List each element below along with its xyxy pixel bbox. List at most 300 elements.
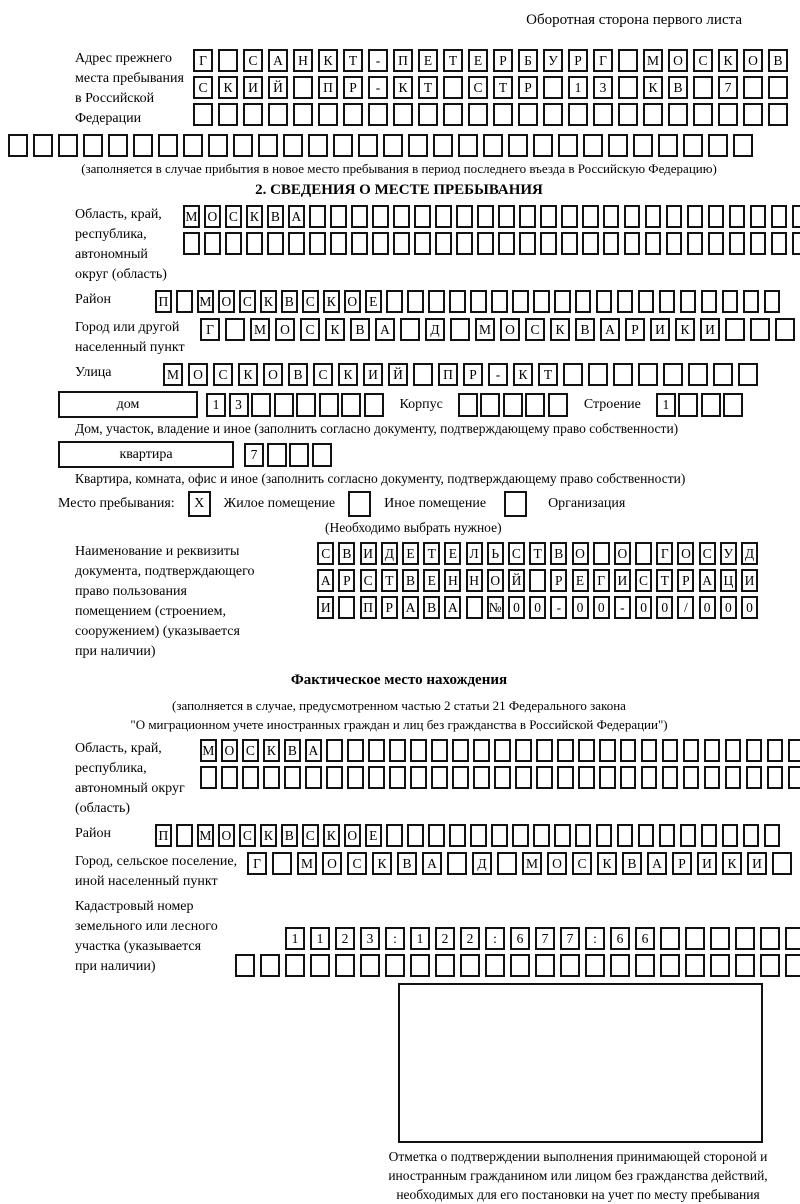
kvartira-caption: Квартира, комната, офис и иное (заполнить согласно документу, подтверждающему право собственности) <box>75 471 686 486</box>
char-box: А <box>444 596 461 619</box>
char-box: Е <box>468 49 488 72</box>
char-box <box>558 134 578 157</box>
char-box <box>535 954 555 977</box>
char-box <box>750 232 767 255</box>
char-box <box>435 205 452 228</box>
char-box: 6 <box>610 927 630 950</box>
char-box <box>687 232 704 255</box>
char-box <box>285 954 305 977</box>
char-box: Ц <box>720 569 737 592</box>
char-box <box>635 542 652 565</box>
char-box <box>283 134 303 157</box>
char-box: А <box>317 569 334 592</box>
char-box: Г <box>656 542 673 565</box>
fact-caption-1: (заполняется в случае, предусмотренном частью 2 статьи 21 Федерального закона <box>172 698 626 713</box>
char-box: О <box>218 824 235 847</box>
char-box <box>519 232 536 255</box>
char-box: 2 <box>335 927 355 950</box>
char-box: С <box>213 363 233 386</box>
char-box: И <box>243 76 263 99</box>
char-box: О <box>344 290 361 313</box>
char-box <box>386 824 403 847</box>
char-box: Г <box>200 318 220 341</box>
stamp-area <box>358 983 798 1204</box>
char-box <box>729 232 746 255</box>
char-box <box>293 103 313 126</box>
char-box <box>83 134 103 157</box>
char-box <box>713 363 733 386</box>
char-box: 1 <box>206 393 226 417</box>
char-row <box>200 739 800 762</box>
char-row <box>235 954 800 977</box>
char-box: А <box>647 852 667 875</box>
char-box: 0 <box>572 596 589 619</box>
char-box: Н <box>293 49 313 72</box>
char-box: 2 <box>435 927 455 950</box>
char-box <box>710 927 730 950</box>
char-box: Т <box>538 363 558 386</box>
char-box <box>568 103 588 126</box>
char-box: Р <box>381 596 398 619</box>
char-box <box>543 76 563 99</box>
label-line: Область, край, <box>75 741 162 756</box>
char-box: В <box>575 318 595 341</box>
label-line: сооружением) (указывается <box>75 624 240 639</box>
char-box <box>660 927 680 950</box>
char-box: К <box>513 363 533 386</box>
label-line: помещением (строением, <box>75 604 226 619</box>
char-box <box>176 824 193 847</box>
label-line: Область, край, <box>75 207 162 222</box>
char-box <box>618 49 638 72</box>
char-box <box>460 954 480 977</box>
char-box <box>557 766 574 789</box>
char-box <box>578 739 595 762</box>
char-box: О <box>668 49 688 72</box>
char-box: 1 <box>410 927 430 950</box>
char-box: И <box>363 363 383 386</box>
gorod-label <box>75 318 200 358</box>
char-box: Р <box>493 49 513 72</box>
char-box: Т <box>529 542 546 565</box>
char-box <box>218 103 238 126</box>
fact-caption-2: "О миграционном учете иностранных граждан и лиц без гражданства в Российской Федерации") <box>130 717 668 732</box>
option-label-organizatsiya: Организация <box>548 496 626 511</box>
char-box: Т <box>443 49 463 72</box>
char-box <box>204 232 221 255</box>
char-box <box>8 134 28 157</box>
char-box <box>693 103 713 126</box>
label-line: населенный пункт <box>75 340 185 355</box>
char-box <box>108 134 128 157</box>
char-box <box>466 596 483 619</box>
char-box <box>407 824 424 847</box>
char-box <box>641 766 658 789</box>
char-box <box>701 290 718 313</box>
char-box <box>497 852 517 875</box>
char-box <box>638 290 655 313</box>
label-line: республика, <box>75 761 147 776</box>
char-box: Р <box>568 49 588 72</box>
dom-type-box: дом <box>58 391 198 418</box>
char-box <box>635 954 655 977</box>
char-box <box>233 134 253 157</box>
label-line: республика, <box>75 227 147 242</box>
char-box <box>456 232 473 255</box>
char-box: В <box>338 542 355 565</box>
char-box: К <box>597 852 617 875</box>
char-box <box>723 393 743 417</box>
char-box <box>428 824 445 847</box>
char-box <box>385 954 405 977</box>
char-box <box>333 134 353 157</box>
char-box <box>683 766 700 789</box>
char-box: В <box>350 318 370 341</box>
char-box <box>792 232 800 255</box>
char-box <box>638 363 658 386</box>
char-box <box>785 927 800 950</box>
char-box <box>722 824 739 847</box>
char-box: 7 <box>718 76 738 99</box>
char-box <box>246 232 263 255</box>
char-box: Р <box>672 852 692 875</box>
char-box <box>491 290 508 313</box>
char-box: Г <box>593 569 610 592</box>
char-box <box>208 134 228 157</box>
char-box <box>268 103 288 126</box>
char-box: 3 <box>229 393 249 417</box>
char-box: № <box>487 596 504 619</box>
header-note: Оборотная сторона первого листа <box>526 12 742 28</box>
char-box <box>704 766 721 789</box>
char-box: Т <box>423 542 440 565</box>
char-box: С <box>193 76 213 99</box>
char-box <box>760 927 780 950</box>
char-box <box>617 290 634 313</box>
korpus-label: Корпус <box>399 396 443 412</box>
char-row <box>183 205 800 228</box>
char-box: 7 <box>535 927 555 950</box>
char-box: М <box>522 852 542 875</box>
char-box <box>633 134 653 157</box>
char-box: И <box>700 318 720 341</box>
kvartira-cells <box>244 443 332 467</box>
char-box: - <box>368 49 388 72</box>
char-box: Т <box>493 76 513 99</box>
char-box <box>658 134 678 157</box>
char-box <box>368 739 385 762</box>
prev-address-caption: (заполняется в случае прибытия в новое место пребывания в период последнего въезда в Российскую Федерацию) <box>81 161 717 176</box>
char-box <box>596 824 613 847</box>
field-document <box>40 542 758 662</box>
char-box: С <box>239 290 256 313</box>
char-box <box>688 363 708 386</box>
char-box <box>435 232 452 255</box>
char-box: 0 <box>656 596 673 619</box>
oblast-label <box>75 205 183 285</box>
char-box: О <box>572 542 589 565</box>
char-box <box>364 393 384 417</box>
char-box: А <box>402 596 419 619</box>
char-box: : <box>485 927 505 950</box>
char-box <box>701 393 721 417</box>
char-box <box>218 49 238 72</box>
char-box: Н <box>466 569 483 592</box>
char-box: Л <box>466 542 483 565</box>
char-box <box>408 134 428 157</box>
label-line: при наличии) <box>75 644 156 659</box>
char-box: С <box>242 739 259 762</box>
char-box: О <box>677 542 694 565</box>
char-box: Р <box>625 318 645 341</box>
char-box: К <box>260 290 277 313</box>
char-box <box>389 766 406 789</box>
char-box: О <box>204 205 221 228</box>
char-box <box>410 739 427 762</box>
char-box: К <box>372 852 392 875</box>
char-box <box>687 205 704 228</box>
char-box <box>243 103 263 126</box>
char-box <box>729 205 746 228</box>
char-box <box>617 824 634 847</box>
char-box <box>284 766 301 789</box>
char-box: К <box>260 824 277 847</box>
fact-title: Фактическое место нахождения <box>290 672 508 688</box>
char-box: Н <box>444 569 461 592</box>
char-box <box>193 103 213 126</box>
char-box <box>428 290 445 313</box>
char-box: Р <box>343 76 363 99</box>
char-box <box>575 290 592 313</box>
fact-gorod-label <box>75 852 247 892</box>
char-box <box>663 363 683 386</box>
char-box <box>603 205 620 228</box>
char-box: К <box>393 76 413 99</box>
char-box: С <box>317 542 334 565</box>
char-box: 7 <box>244 443 264 467</box>
char-box: 0 <box>593 596 610 619</box>
char-box: К <box>246 205 263 228</box>
char-box <box>746 766 763 789</box>
char-box <box>414 205 431 228</box>
char-box: С <box>360 569 377 592</box>
char-box <box>685 954 705 977</box>
char-box: Д <box>472 852 492 875</box>
char-box <box>771 205 788 228</box>
label-line: (область) <box>75 801 131 816</box>
char-box: М <box>250 318 270 341</box>
label-line: в Российской <box>75 91 155 106</box>
char-box <box>683 134 703 157</box>
char-box <box>764 290 781 313</box>
label-line: участка (указывается <box>75 939 202 954</box>
char-box <box>452 739 469 762</box>
char-box <box>768 76 788 99</box>
char-box <box>746 739 763 762</box>
char-box <box>288 232 305 255</box>
char-box <box>183 232 200 255</box>
char-box <box>235 954 255 977</box>
char-box <box>593 542 610 565</box>
char-box: В <box>550 542 567 565</box>
char-box <box>582 205 599 228</box>
char-box <box>318 103 338 126</box>
char-box <box>554 824 571 847</box>
kvartira-type-box: квартира <box>58 441 234 468</box>
char-box: О <box>263 363 283 386</box>
char-box <box>272 852 292 875</box>
char-row <box>155 290 780 313</box>
char-box <box>710 954 730 977</box>
char-box: Б <box>518 49 538 72</box>
char-box <box>578 766 595 789</box>
char-box <box>293 76 313 99</box>
char-box <box>452 766 469 789</box>
char-box: К <box>643 76 663 99</box>
char-box: К <box>323 290 340 313</box>
char-box: Д <box>741 542 758 565</box>
char-box <box>775 318 795 341</box>
stamp-box <box>398 983 763 1143</box>
char-box <box>308 134 328 157</box>
char-box: И <box>614 569 631 592</box>
char-box: П <box>318 76 338 99</box>
char-box <box>310 954 330 977</box>
label-line: Город или другой <box>75 320 180 335</box>
char-box: / <box>677 596 694 619</box>
char-box: К <box>325 318 345 341</box>
char-box: О <box>275 318 295 341</box>
char-box <box>312 443 332 467</box>
char-row <box>200 766 800 789</box>
char-box <box>133 134 153 157</box>
char-box: М <box>197 824 214 847</box>
char-box: - <box>488 363 508 386</box>
label-line: автономный <box>75 247 148 262</box>
char-box: С <box>468 76 488 99</box>
char-box: А <box>375 318 395 341</box>
char-box <box>583 134 603 157</box>
char-box <box>335 954 355 977</box>
char-box <box>613 363 633 386</box>
dom-caption: Дом, участок, владение и иное (заполнить согласно документу, подтверждающему право собственности) <box>75 421 679 436</box>
checkbox-inoe-pomeshchenie <box>348 491 371 517</box>
label-line: Город, сельское поселение, <box>75 854 238 869</box>
char-box: П <box>155 824 172 847</box>
char-box: 0 <box>720 596 737 619</box>
char-box: Т <box>381 569 398 592</box>
char-box <box>494 739 511 762</box>
char-box: 3 <box>593 76 613 99</box>
mesto-caption: (Необходимо выбрать нужное) <box>325 520 502 535</box>
char-box: П <box>438 363 458 386</box>
char-box <box>603 232 620 255</box>
stroenie-cells <box>656 393 744 417</box>
char-box: Е <box>402 542 419 565</box>
char-box: Й <box>508 569 525 592</box>
char-box <box>477 205 494 228</box>
stroenie-label: Строение <box>583 396 641 412</box>
char-box <box>593 103 613 126</box>
char-box <box>563 363 583 386</box>
char-box: И <box>317 596 334 619</box>
char-box: О <box>344 824 361 847</box>
char-box: : <box>585 927 605 950</box>
char-box <box>480 393 500 417</box>
char-box <box>743 76 763 99</box>
char-box <box>515 739 532 762</box>
char-box: Т <box>656 569 673 592</box>
char-box: Р <box>518 76 538 99</box>
char-box <box>330 232 347 255</box>
label-line: Наименование и реквизиты <box>75 544 240 559</box>
option-label-inoe: Иное помещение <box>384 496 487 511</box>
char-box <box>680 824 697 847</box>
kvartira-row <box>58 441 758 468</box>
char-box: Е <box>365 290 382 313</box>
char-box <box>529 569 546 592</box>
char-box <box>536 739 553 762</box>
char-box: С <box>699 542 716 565</box>
char-row <box>193 49 788 72</box>
char-box <box>368 103 388 126</box>
char-box <box>760 954 780 977</box>
char-box <box>512 290 529 313</box>
stamp-caption: Отметка о подтверждении выполнения принимающей стороной и иностранным гражданином или лицом без гражданства действий, необходимых для его постановки на учет по месту пребывания <box>388 1149 768 1202</box>
char-box: Г <box>247 852 267 875</box>
char-box <box>221 766 238 789</box>
char-box <box>251 393 271 417</box>
char-box: В <box>668 76 688 99</box>
char-box <box>768 103 788 126</box>
prev-address-rows <box>193 49 788 129</box>
char-box: : <box>385 927 405 950</box>
checkbox-zhiloe-pomeshchenie: X <box>188 491 211 517</box>
char-box <box>660 954 680 977</box>
char-box <box>743 103 763 126</box>
option-label-zhiloe: Жилое помещение <box>223 496 336 511</box>
char-box <box>668 103 688 126</box>
char-box <box>418 103 438 126</box>
dom-row <box>58 391 758 418</box>
char-box <box>708 134 728 157</box>
char-box: В <box>402 569 419 592</box>
char-box <box>725 318 745 341</box>
char-box: 7 <box>560 927 580 950</box>
char-box: Т <box>418 76 438 99</box>
char-box <box>456 205 473 228</box>
char-box <box>443 76 463 99</box>
char-box: П <box>360 596 377 619</box>
kadastr-label <box>75 897 235 977</box>
char-box <box>470 290 487 313</box>
char-box <box>725 739 742 762</box>
char-box <box>533 290 550 313</box>
char-box: А <box>422 852 442 875</box>
char-box: 6 <box>510 927 530 950</box>
char-box: К <box>722 852 742 875</box>
char-box: О <box>547 852 567 875</box>
char-box <box>450 318 470 341</box>
field-prev-address <box>40 49 783 129</box>
char-row <box>247 852 792 875</box>
label-line: Адрес прежнего <box>75 51 172 66</box>
char-box: С <box>300 318 320 341</box>
char-box: И <box>650 318 670 341</box>
fact-field-raion <box>40 824 758 847</box>
char-box: Р <box>550 569 567 592</box>
label-line: Кадастровый номер <box>75 899 194 914</box>
